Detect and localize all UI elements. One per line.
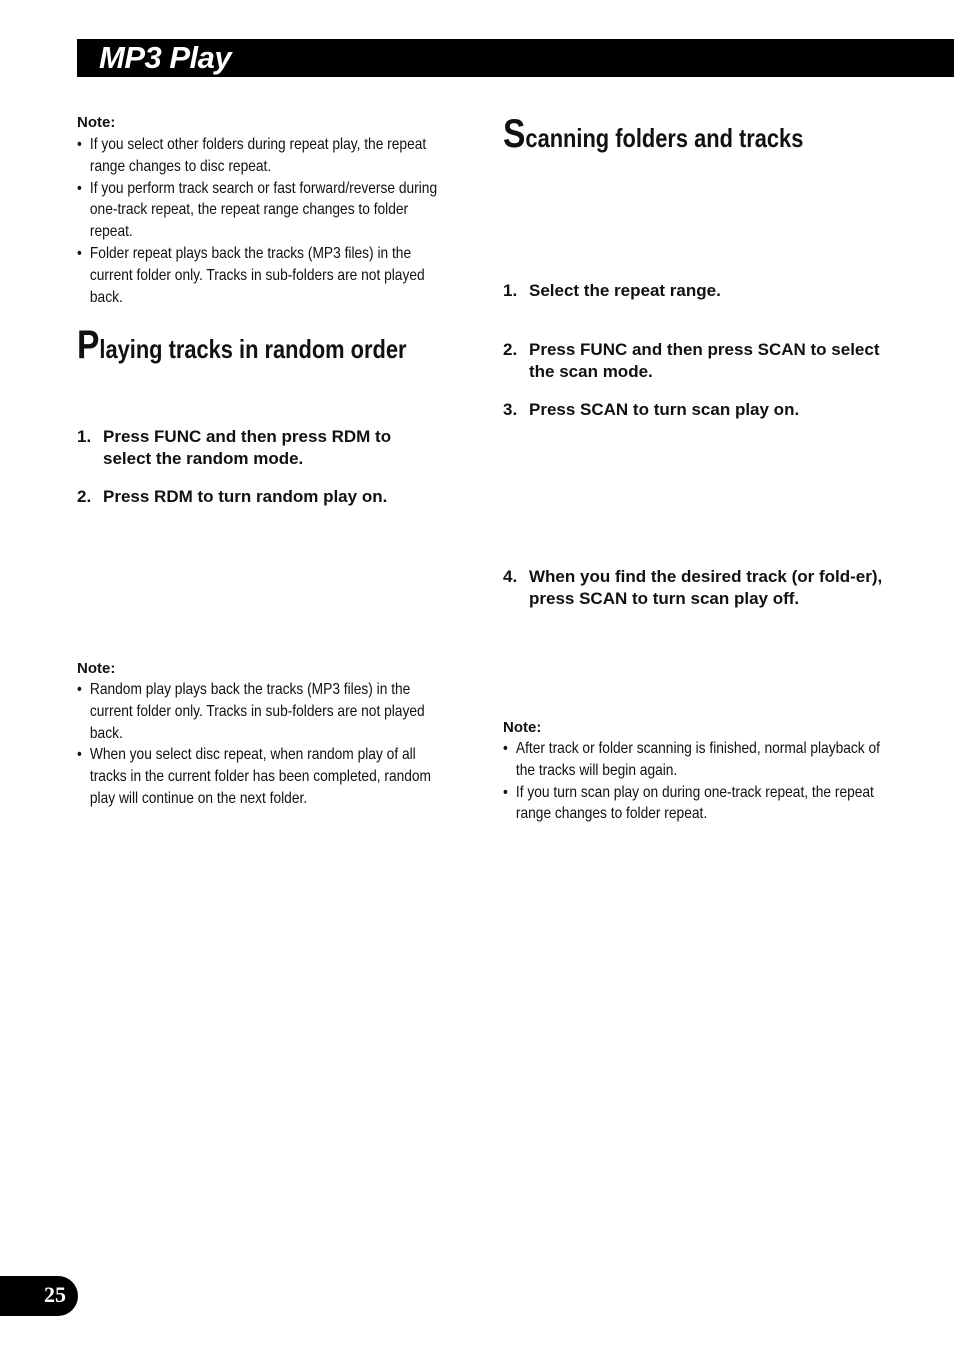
step-text: Press RDM to turn random play on. — [103, 487, 388, 506]
step-item — [77, 426, 427, 470]
note-list — [77, 134, 454, 308]
section-title-random — [77, 323, 407, 367]
note-item: • If you perform track search or fast forward/reverse during one-track repeat, the repeat range changes to folder repeat. — [77, 178, 454, 243]
note-list — [503, 738, 892, 825]
step-number: 4. — [503, 567, 518, 586]
note-item: • Folder repeat plays back the tracks (MP3 files) in the current folder only. Tracks in sub-folders are not played back. — [77, 243, 454, 308]
page-number-tab — [0, 1276, 78, 1316]
note-list — [77, 679, 455, 810]
step-item — [503, 399, 898, 421]
page-number: 25 — [44, 1282, 66, 1307]
step-item — [77, 486, 427, 508]
note-item: • If you select other folders during repeat play, the repeat range changes to disc repeat. — [77, 134, 454, 178]
page-title: MP3 Play — [99, 40, 232, 75]
step-list — [503, 566, 898, 610]
step-number: 1. — [503, 281, 518, 300]
note-label: Note: — [503, 719, 542, 736]
step-number: 2. — [77, 487, 92, 506]
step-number: 3. — [503, 400, 518, 419]
note-item: • After track or folder scanning is finished, normal playback of the tracks will begin again. — [503, 738, 892, 782]
step-item — [503, 566, 898, 610]
note-item: • Random play plays back the tracks (MP3 files) in the current folder only. Tracks in sub-folders are not played back. — [77, 679, 455, 744]
section-title-scanning — [503, 112, 804, 156]
step-text: When you find the desired track (or fold-er), press SCAN to turn scan play off. — [529, 567, 883, 608]
step-text: Press FUNC and then press SCAN to select the scan mode. — [529, 340, 880, 381]
step-item — [503, 339, 898, 383]
step-number: 2. — [503, 340, 518, 359]
note-item: • If you turn scan play on during one-track repeat, the repeat range changes to folder repeat. — [503, 782, 892, 826]
step-list — [503, 280, 898, 421]
section-title-initial: P — [77, 323, 100, 367]
header-bar — [77, 39, 954, 77]
step-text: Press SCAN to turn scan play on. — [529, 400, 800, 419]
note-item: • When you select disc repeat, when random play of all tracks in the current folder has been completed, random play will continue on the next folder. — [77, 744, 455, 809]
note-label: Note: — [77, 114, 116, 131]
step-text: Press FUNC and then press RDM to select the random mode. — [103, 427, 392, 468]
step-item — [503, 280, 898, 302]
step-text: Select the repeat range. — [529, 281, 721, 300]
step-list — [77, 426, 427, 508]
step-number: 1. — [77, 427, 92, 446]
note-label: Note: — [77, 660, 116, 677]
section-title-text: laying tracks in random order — [99, 334, 407, 364]
section-title-text: canning folders and tracks — [525, 123, 804, 153]
section-title-initial: S — [503, 112, 526, 156]
